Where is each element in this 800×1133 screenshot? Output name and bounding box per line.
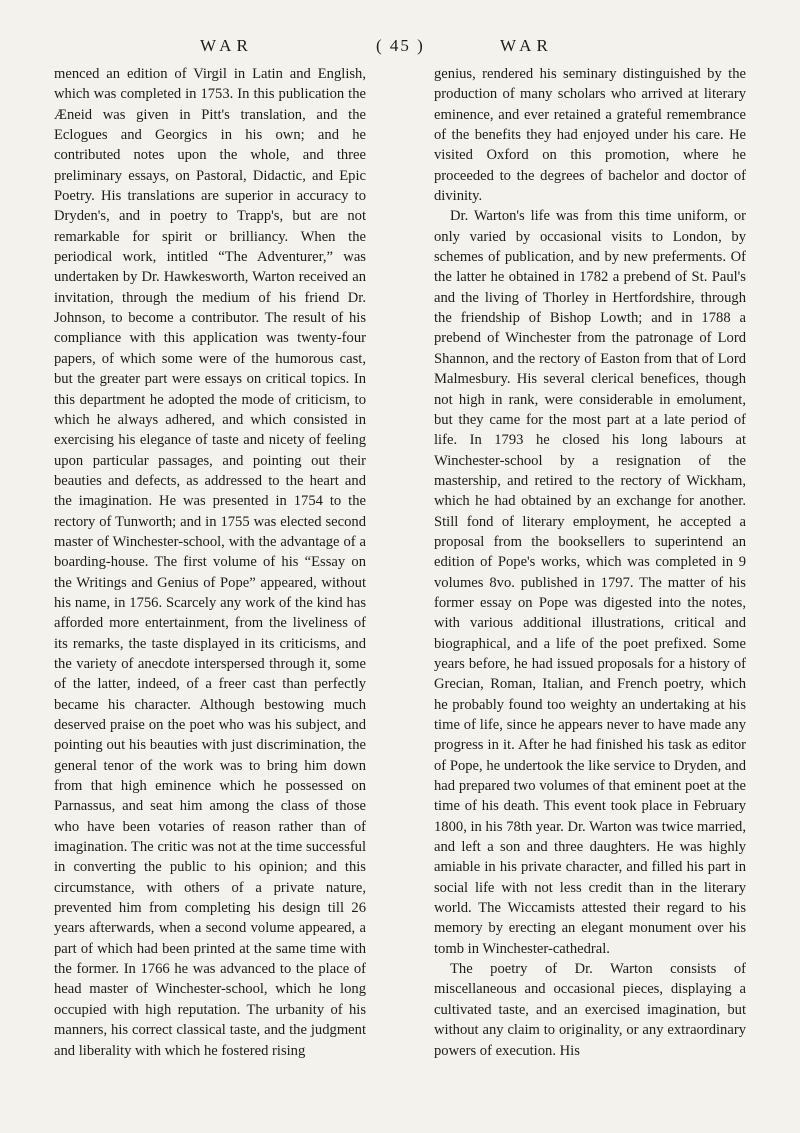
- header-right-word: WAR: [500, 36, 553, 55]
- left-column: [54, 64, 366, 1061]
- right-paragraph-3: The poetry of Dr. Warton consists of miscellaneous and occasional pieces, displaying a cultivated taste, and an exercised imagination, but without any claim to originality, or any extraordinary powers of execution. His: [434, 961, 746, 1059]
- page-number: ( 45 ): [376, 36, 425, 55]
- right-column: [434, 64, 746, 1061]
- header-left-word: WAR: [200, 36, 253, 55]
- right-paragraph-1: genius, rendered his seminary distinguished by the production of many scholars who arrived at literary eminence, and ever retained a grateful remembrance of the benefits they had enjoyed under his care. He visited Oxford on this promotion, where he proceeded to the degrees of bachelor and doctor of divinity.: [434, 66, 746, 205]
- right-paragraph-2: Dr. Warton's life was from this time uniform, or only varied by occasional visits to London, by schemes of publication, and by new preferments. Of the latter he obtained in 1782 a prebend of St. Paul's and the living of Thorley in Hertfordshire, through the friendship of Bishop Lowth; and in 1788 a prebend of Winchester from the patronage of Lord Shannon, and the rectory of Easton from that of Lord Malmesbury. His several clerical benefices, though not high in rank, were considerable in emolument, but they came for the most part at a late period of life. In 1793 he closed his long labours at Winchester-school by a resignation of the mastership, and retired to the rectory of Wickham, which he had obtained by an exchange for another. Still fond of literary employment, he accepted a proposal from the booksellers to superintend an edition of Pope's works, which was completed in 9 volumes 8vo. published in 1797. The matter of his former essay on Pope was digested into the notes, with various additional illustrations, critical and biographical, and a life of the poet prefixed. Some years before, he had issued proposals for a history of Grecian, Roman, Italian, and French poetry, which he probably found too weighty an undertaking at his time of life, since he appears never to have made any progress in it. After he had finished his task as editor of Pope, he undertook the like service to Dryden, and had prepared two volumes of that eminent poet at the time of his death. This event took place in February 1800, in his 78th year. Dr. Warton was twice married, and left a son and three daughters. He was highly amiable in his private character, and filled his part in social life with not less credit than in the literary world. The Wiccamists attested their regard to his memory by erecting an elegant monument over his tomb in Winchester-cathedral.: [434, 208, 746, 957]
- left-paragraph-1: menced an edition of Virgil in Latin and English, which was completed in 1753. In this publication the Æneid was given in Pitt's translation, and the Eclogues and Georgics in his own; and he contributed notes upon the whole, and three preliminary essays, on Pastoral, Didactic, and Epic Poetry. His translations are superior in accuracy to Dryden's, and in poetry to Trapp's, but are not remarkable for spirit or brilliancy. When the periodical work, intitled “The Adventurer,” was undertaken by Dr. Hawkesworth, Warton received an invitation, through the medium of his friend Dr. Johnson, to become a contributor. The result of his compliance with this application was twenty-four papers, of which some were of the humorous cast, but the greater part were essays on critical topics. In this department he adopted the mode of criticism, to which he always adhered, and which consisted in exercising his elegance of taste and nicety of feeling upon particular passages, and pointing out their beauties and defects, as addressed to the heart and the imagination. He was presented in 1754 to the rectory of Tunworth; and in 1755 was elected second master of Winchester-school, with the advantage of a boarding-house. The first volume of his “Essay on the Writings and Genius of Pope” appeared, without his name, in 1756. Scarcely any work of the kind has afforded more entertainment, from the liveliness of its remarks, the taste displayed in its criticisms, and the variety of anecdote interspersed through it, some of the latter, indeed, of a freer cast than perfectly became his character. Although bestowing much deserved praise on the poet who was his subject, and pointing out his beauties with just discrimination, the general tenor of the work was to bring him down from that high eminence which he possessed on Parnassus, and seat him among the class of those who have been votaries of reason rather than of imagination. The critic was not at the time successful in converting the public to his opinion; and this circumstance, with others of a private nature, prevented him from completing his design till 26 years afterwards, when a second volume appeared, a part of which had been printed at the same time with the former. In 1766 he was advanced to the place of head master of Winchester-school, which he long occupied with high reputation. The urbanity of his manners, his correct classical taste, and the judgment and liberality with which he fostered rising: [54, 66, 366, 1059]
